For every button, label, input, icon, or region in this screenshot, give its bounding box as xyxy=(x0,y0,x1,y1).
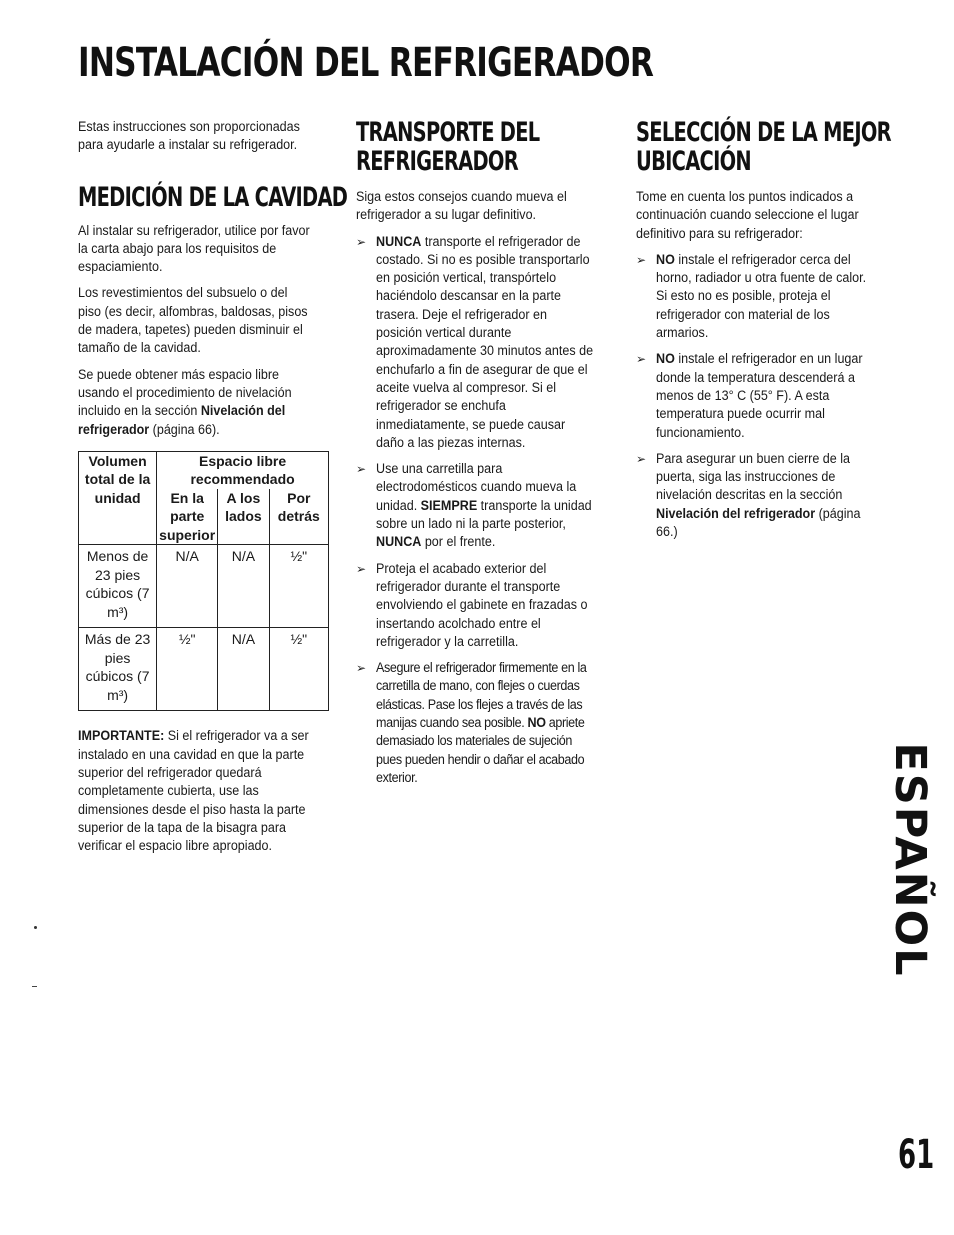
column-cavity xyxy=(78,118,348,863)
arrow-bullet-icon: ➢ xyxy=(356,234,367,249)
column-transport xyxy=(356,118,611,795)
cavity-para-3: Se puede obtener más espacio libre usando el procedimiento de nivelación incluido en la sección Nivelación del refrigerador (página 66). xyxy=(78,366,292,437)
section-heading-cavity: MEDICIÓN DE LA CAVIDAD xyxy=(78,181,348,213)
important-label: IMPORTANTE: xyxy=(78,728,165,744)
section-heading-transport: TRANSPORTE DEL REFRIGERADOR xyxy=(356,117,540,177)
cell-back: ½" xyxy=(269,545,328,628)
list-item: ➢ Use una carretilla para electrodomésticos cuando mueva la unidad. SIEMPRE transporte la unidad sobre un lado ni la parte posterior, NUNCA por el frente. xyxy=(356,461,592,550)
intro-text: Estas instrucciones son proporcionadas para ayudarle a instalar su refrigerador. xyxy=(78,119,300,153)
arrow-bullet-icon: ➢ xyxy=(636,451,647,466)
transport-list xyxy=(356,233,611,788)
cell-back: ½" xyxy=(269,628,328,711)
arrow-bullet-icon: ➢ xyxy=(636,252,647,267)
cell-sides: N/A xyxy=(218,628,269,711)
list-item: ➢ NO instale el refrigerador en un lugar donde la temperatura descenderá a menos de 13° C (55° F). A esta temperatura puede ocurrir mal funcionamiento. xyxy=(636,351,863,440)
header-top: En la parte superior xyxy=(157,489,218,545)
scan-mark xyxy=(32,986,37,987)
header-back: Por detrás xyxy=(269,489,328,545)
cavity-para-2: Los revestimientos del subsuelo o del piso (es decir, alfombras, baldosas, pisos de madera, tapetes) pueden disminuir el tamaño de la cavidad. xyxy=(78,285,308,356)
location-intro: Tome en cuenta los puntos indicados a continuación cuando seleccione el lugar definitivo para su refrigerador: xyxy=(636,189,859,241)
clearance-table xyxy=(78,451,329,712)
cell-volume: Menos de 23 pies cúbicos (7 m³) xyxy=(79,545,157,628)
page-number: 61 xyxy=(898,1132,935,1178)
transport-intro: Siga estos consejos cuando mueva el refrigerador a su lugar definitivo. xyxy=(356,189,567,223)
header-volume: Volumen total de la unidad xyxy=(79,451,157,545)
list-item: ➢ Para asegurar un buen cierre de la puerta, siga las instrucciones de nivelación descritas en la sección Nivelación del refrigerador (página 66.) xyxy=(636,450,861,540)
page-title: INSTALACIÓN DEL REFRIGERADOR xyxy=(78,40,654,86)
scan-mark xyxy=(34,926,37,929)
language-tab xyxy=(880,742,940,978)
table-row xyxy=(79,545,329,628)
list-item: ➢ Asegure el refrigerador firmemente en la carretilla de mano, con flejes o cuerdas elásticas. Pase los flejes a través de las manijas cuando sea posible. NO apriete demasiado los materiales de sujeción pues pueden hendir o dañar el acabado exterior. xyxy=(356,660,587,785)
cell-sides: N/A xyxy=(218,545,269,628)
section-heading-location: SELECCIÓN DE LA MEJOR UBICACIÓN xyxy=(636,117,891,177)
list-item: ➢ Proteja el acabado exterior del refrigerador durante el transporte envolviendo el gabinete en frazadas o insertando acolchado entre el refrigerador y la carretilla. xyxy=(356,560,588,649)
arrow-bullet-icon: ➢ xyxy=(636,352,647,367)
header-sides: A los lados xyxy=(218,489,269,545)
arrow-bullet-icon: ➢ xyxy=(356,561,367,576)
table-row xyxy=(79,628,329,711)
leveling-reference: Nivelación del refrigerador xyxy=(78,403,286,437)
arrow-bullet-icon: ➢ xyxy=(356,462,367,477)
location-list xyxy=(636,251,891,541)
cell-top: ½" xyxy=(157,628,218,711)
cavity-para-1: Al instalar su refrigerador, utilice por favor la carta abajo para los requisitos de espaciamiento. xyxy=(78,222,310,275)
column-location xyxy=(636,118,891,549)
cell-top: N/A xyxy=(157,545,218,628)
cell-volume: Más de 23 pies cúbicos (7 m³) xyxy=(79,628,157,711)
list-item: ➢ NO instale el refrigerador cerca del horno, radiador u otra fuente de calor. Si esto no es posible, proteja el refrigerador con material de los armarios. xyxy=(636,251,867,341)
list-item: ➢ NUNCA transporte el refrigerador de costado. Si no es posible transportarlo en posición vertical, transpórtelo haciéndolo descansar en la parte trasera. Deje el refrigerador en posición vertical durante aproximadamente 30 minutos antes de enchufarlo a fin de asegurar de que el aceite vuelva al compresor. Si el refrigerador se enchufa inmediatamente, se puede causar daño a las piezas internas. xyxy=(356,233,594,450)
language-tab-label: ESPAÑOL xyxy=(885,742,935,978)
important-note: IMPORTANTE: Si el refrigerador va a ser instalado en una cavidad en que la parte superior del refrigerador quedará completamente cubierta, use las dimensiones desde el piso hasta la parte superior de la tapa de la bisagra para verificar el espacio libre apropiado. xyxy=(78,728,309,854)
arrow-bullet-icon: ➢ xyxy=(356,661,367,676)
header-space: Espacio libre recommendado xyxy=(157,451,329,489)
